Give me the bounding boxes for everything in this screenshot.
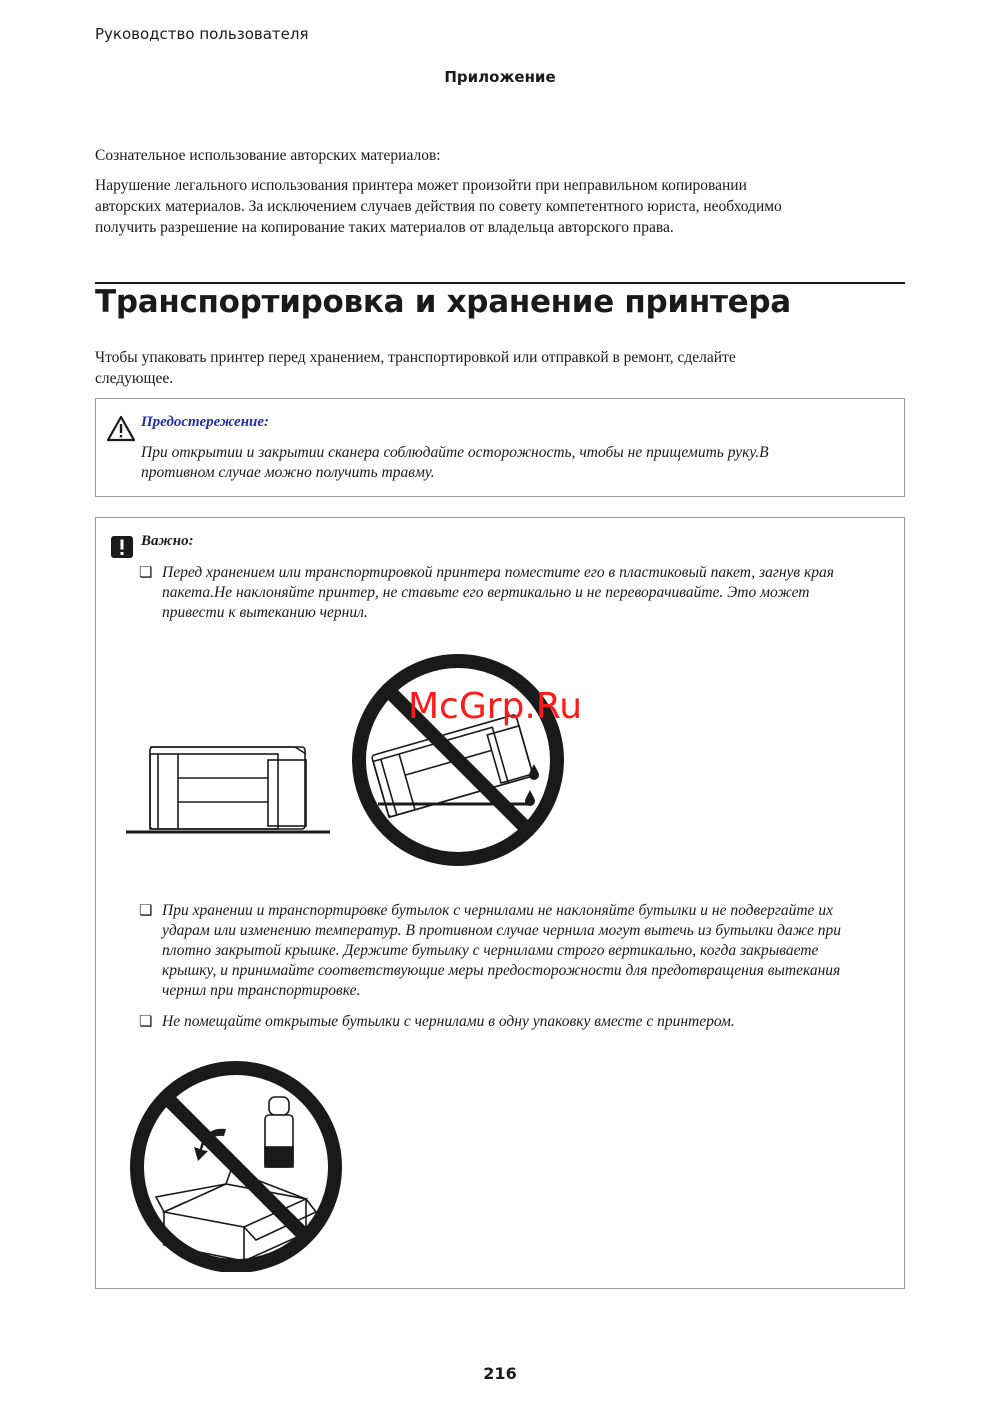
- important-exclamation-icon: [110, 535, 134, 559]
- checkbox-bullet-icon: ❏: [139, 565, 153, 581]
- copyright-intro: Сознательное использование авторских материалов:: [95, 147, 441, 164]
- important-bullet-3: [162, 1012, 897, 1032]
- bullet-line: плотно закрытой крышке. Держите бутылку с чернилами строго вертикально, когда закрываете: [162, 942, 819, 959]
- bullet-line: привести к вытеканию чернил.: [162, 604, 368, 621]
- ink-bottle-icon: [265, 1097, 293, 1167]
- important-bullet-2: [162, 901, 897, 1001]
- copyright-line: Нарушение легального использования принтера может произойти при неправильном копировании: [95, 177, 747, 194]
- checkbox-bullet-icon: ❏: [139, 1014, 153, 1030]
- section-heading: Транспортировка и хранение принтера: [95, 284, 791, 320]
- bullet-line: ударам или изменению температур. В противном случае чернила могут вытечь из бутылки даже при: [162, 922, 841, 939]
- prohibition-sign-bottle: [137, 1068, 335, 1266]
- section-header: Приложение: [444, 68, 556, 86]
- bullet-line: чернил при транспортировке.: [162, 982, 361, 999]
- bullet-line: При хранении и транспортировке бутылок с чернилами не наклоняйте бутылки и не подвергайте их: [162, 902, 833, 919]
- printer-flat-icon: [150, 747, 306, 829]
- copyright-line: получить разрешение на копирование таких материалов от владельца авторского права.: [95, 219, 674, 236]
- caution-line: При открытии и закрытии сканера соблюдайте осторожность, чтобы не прищемить руку.В: [141, 444, 769, 461]
- page-number: 216: [483, 1364, 517, 1383]
- caution-text: [141, 443, 891, 483]
- ink-bottle-packaging-illustration: [128, 1032, 344, 1272]
- bullet-line: пакета.Не наклоняйте принтер, не ставьте его вертикально и не переворачивайте. Это может: [162, 584, 810, 601]
- document-title: Руководство пользователя: [95, 25, 309, 43]
- important-title: Важно:: [141, 533, 194, 549]
- important-bullet-1: [162, 563, 897, 623]
- watermark: McGrp.Ru: [408, 686, 583, 727]
- copyright-paragraph: [95, 175, 905, 238]
- bullet-line: Перед хранением или транспортировкой принтера поместите его в пластиковый пакет, загнув края: [162, 564, 834, 581]
- printer-orientation-illustration: [120, 650, 620, 870]
- caution-title: Предостережение:: [141, 414, 270, 430]
- caution-line: противном случае можно получить травму.: [141, 464, 435, 481]
- intro-line: следующее.: [95, 370, 174, 387]
- bullet-line: крышку, и принимайте соответствующие меры предосторожности для предотвращения вытекания: [162, 962, 841, 979]
- warning-triangle-icon: [106, 415, 136, 442]
- bullet-line: Не помещайте открытые бутылки с чернилами в одну упаковку вместе с принтером.: [162, 1013, 735, 1030]
- section-intro: [95, 347, 905, 389]
- intro-line: Чтобы упаковать принтер перед хранением, транспортировкой или отправкой в ремонт, сделайте: [95, 349, 736, 366]
- copyright-line: авторских материалов. За исключением случаев действия по совету компетентного юриста, необходимо: [95, 198, 782, 215]
- checkbox-bullet-icon: ❏: [139, 903, 153, 919]
